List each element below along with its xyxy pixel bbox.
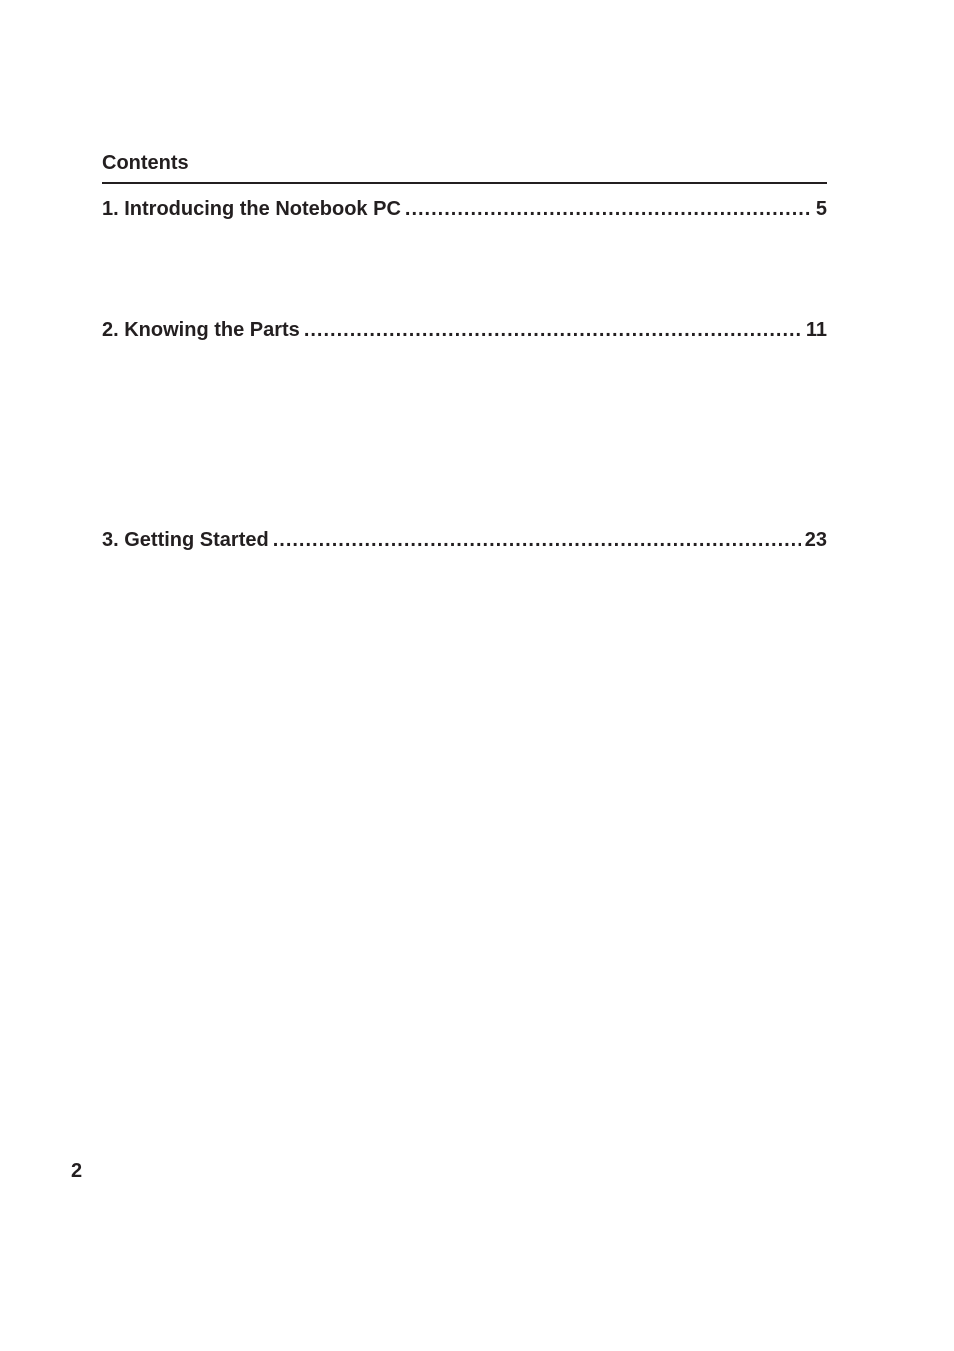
toc-entry-getting-started[interactable] xyxy=(102,528,827,552)
toc-entry-page: 5 xyxy=(815,198,827,220)
toc-entry-page: 23 xyxy=(804,529,827,551)
toc-entry-page: 11 xyxy=(805,319,827,341)
dot-leader xyxy=(273,528,801,552)
toc-entry-knowing-parts[interactable] xyxy=(102,318,827,342)
toc-entry-title: 1. Introducing the Notebook PC xyxy=(102,198,401,220)
toc-entry-introducing[interactable] xyxy=(102,197,827,221)
contents-heading: Contents xyxy=(102,152,189,174)
page-number: 2 xyxy=(71,1160,83,1182)
toc-entry-title: 3. Getting Started xyxy=(102,529,269,551)
dot-leader xyxy=(304,318,802,342)
dot-leader xyxy=(405,197,812,221)
toc-entry-title: 2. Knowing the Parts xyxy=(102,319,300,341)
heading-divider xyxy=(102,182,827,184)
